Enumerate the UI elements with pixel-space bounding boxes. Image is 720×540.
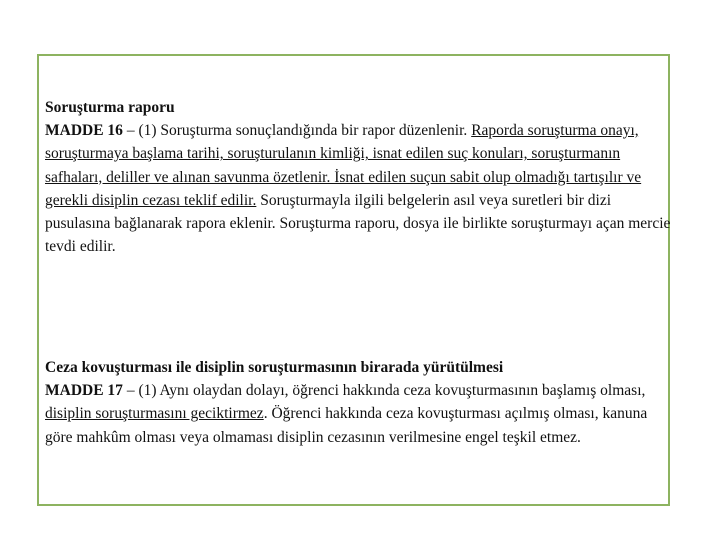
article-text: (1) Soruşturma sonuçlandığında bir rapor düzenlenir.	[138, 122, 472, 140]
article-number: MADDE 16	[45, 122, 123, 140]
article-separator: –	[122, 382, 139, 400]
article-text: (1) Aynı olaydan dolayı, öğrenci hakkında ceza kovuşturmasının başlamış olması,	[138, 382, 646, 400]
article-separator: –	[122, 122, 139, 140]
article-16	[45, 96, 673, 258]
article-underlined-text: Raporda soruşturma onayı, soruşturmaya başlama tarihi, soruşturulanın kimliği, isnat edilen suç konuları, soruşturmanın safhaları, deliller ve alınan savunma özetlenir. İsnat edilen suçun sabit olup olmadığı tartışılır ve gerekli disiplin cezası teklif edilir.	[45, 122, 642, 209]
article-body	[45, 119, 673, 258]
article-title: Soruşturma raporu	[45, 99, 175, 116]
article-underlined-text: disiplin soruşturmasını geciktirmez	[45, 405, 264, 423]
article-title: Ceza kovuşturması ile disiplin soruşturmasının birarada yürütülmesi	[45, 359, 504, 376]
article-number: MADDE 17	[45, 382, 123, 400]
article-17	[45, 356, 673, 449]
article-text: Soruşturmayla ilgili belgelerin asıl veya suretleri bir dizi pusulasına bağlanarak rapora eklenir. Soruşturma raporu, dosya ile birlikte soruşturmayı açan mercie tevdi edilir.	[45, 191, 671, 256]
article-body	[45, 379, 673, 449]
article-text: . Öğrenci hakkında ceza kovuşturması açılmış olması, kanuna göre mahkûm olması veya olmaması disiplin cezasının verilmesine engel teşkil etmez.	[45, 405, 648, 446]
